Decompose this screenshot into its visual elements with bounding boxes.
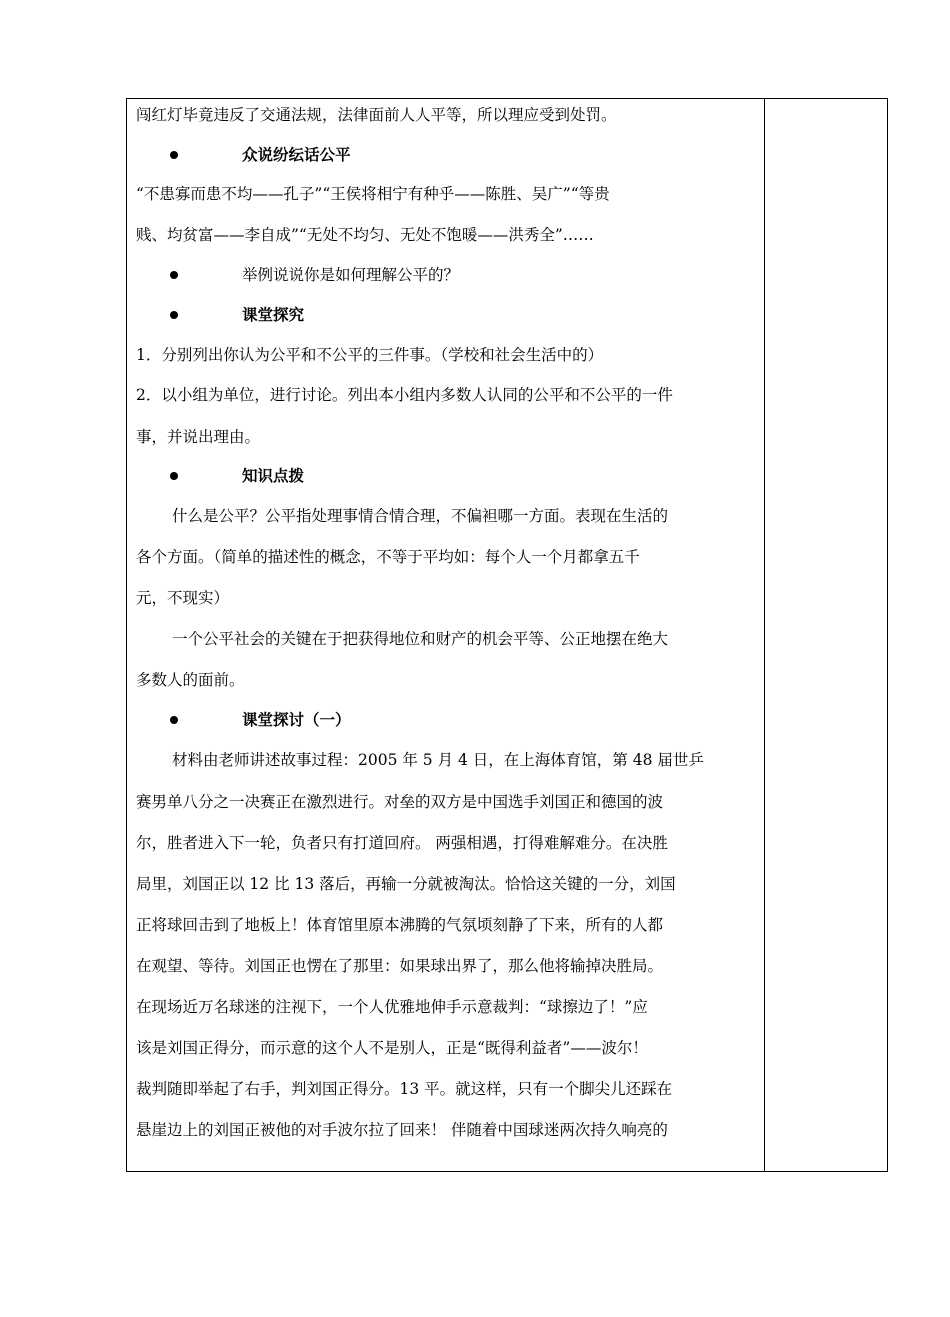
text-line: 1．分别列出你认为公平和不公平的三件事。（学校和社会生活中的） (136, 346, 604, 364)
text-line: “不患寡而患不均——孔子”“王侯将相宁有种乎——陈胜、吴广”“等贵 (136, 185, 610, 203)
text-line: 该是刘国正得分，而示意的这个人不是别人，正是“既得利益者”——波尔！ (136, 1039, 648, 1057)
text-line: 贱、均贫富——李自成”“无处不均匀、无处不饱暖——洪秀全”…… (136, 226, 594, 244)
text-line: 2．以小组为单位，进行讨论。列出本小组内多数人认同的公平和不公平的一件 (136, 386, 673, 404)
text-line: 什么是公平？公平指处理事情合情合理，不偏袒哪一方面。表现在生活的 (172, 507, 669, 525)
bullet-text: 举例说说你是如何理解公平的？ (242, 266, 460, 284)
section-heading: 知识点拨 (242, 467, 305, 485)
section-heading: 课堂探讨（一） (242, 711, 351, 729)
text-line: 材料由老师讲述故事过程：2005 年 5 月 4 日，在上海体育馆，第 48 届世乒 (172, 751, 704, 769)
text-line: 在观望、等待。刘国正也愣在了那里：如果球出界了，那么他将输掉决胜局。 (136, 957, 664, 975)
bullet-icon (170, 311, 178, 319)
text-line: 事，并说出理由。 (136, 428, 261, 446)
text-line: 在现场近万名球迷的注视下，一个人优雅地伸手示意裁判：“球擦边了！”应 (136, 998, 648, 1016)
text-line: 赛男单八分之一决赛正在激烈进行。对垒的双方是中国选手刘国正和德国的波 (136, 793, 664, 811)
text-line: 裁判随即举起了右手，判刘国正得分。13 平。就这样，只有一个脚尖儿还踩在 (136, 1080, 673, 1098)
bullet-icon (170, 472, 178, 480)
bullet-icon (170, 716, 178, 724)
table-column-divider (764, 98, 765, 1172)
bullet-icon (170, 271, 178, 279)
section-heading: 课堂探究 (242, 306, 305, 324)
bullet-icon (170, 151, 178, 159)
text-line: 正将球回击到了地板上！体育馆里原本沸腾的气氛顷刻静了下来，所有的人都 (136, 916, 664, 934)
text-line: 闯红灯毕竟违反了交通法规，法律面前人人平等，所以理应受到处罚。 (136, 106, 617, 124)
section-heading: 众说纷纭话公平 (242, 146, 351, 164)
text-line: 各个方面。（简单的描述性的概念，不等于平均如：每个人一个月都拿五千 (136, 548, 640, 566)
text-line: 局里，刘国正以 12 比 13 落后，再输一分就被淘汰。恰恰这关键的一分，刘国 (136, 875, 676, 893)
text-line: 多数人的面前。 (136, 671, 245, 689)
text-line: 一个公平社会的关键在于把获得地位和财产的机会平等、公正地摆在绝大 (172, 630, 669, 648)
text-line: 悬崖边上的刘国正被他的对手波尔拉了回来！ 伴随着中国球迷两次持久响亮的 (136, 1121, 668, 1139)
text-line: 元，不现实） (136, 589, 230, 607)
text-line: 尔，胜者进入下一轮，负者只有打道回府。 两强相遇，打得难解难分。在决胜 (136, 834, 668, 852)
